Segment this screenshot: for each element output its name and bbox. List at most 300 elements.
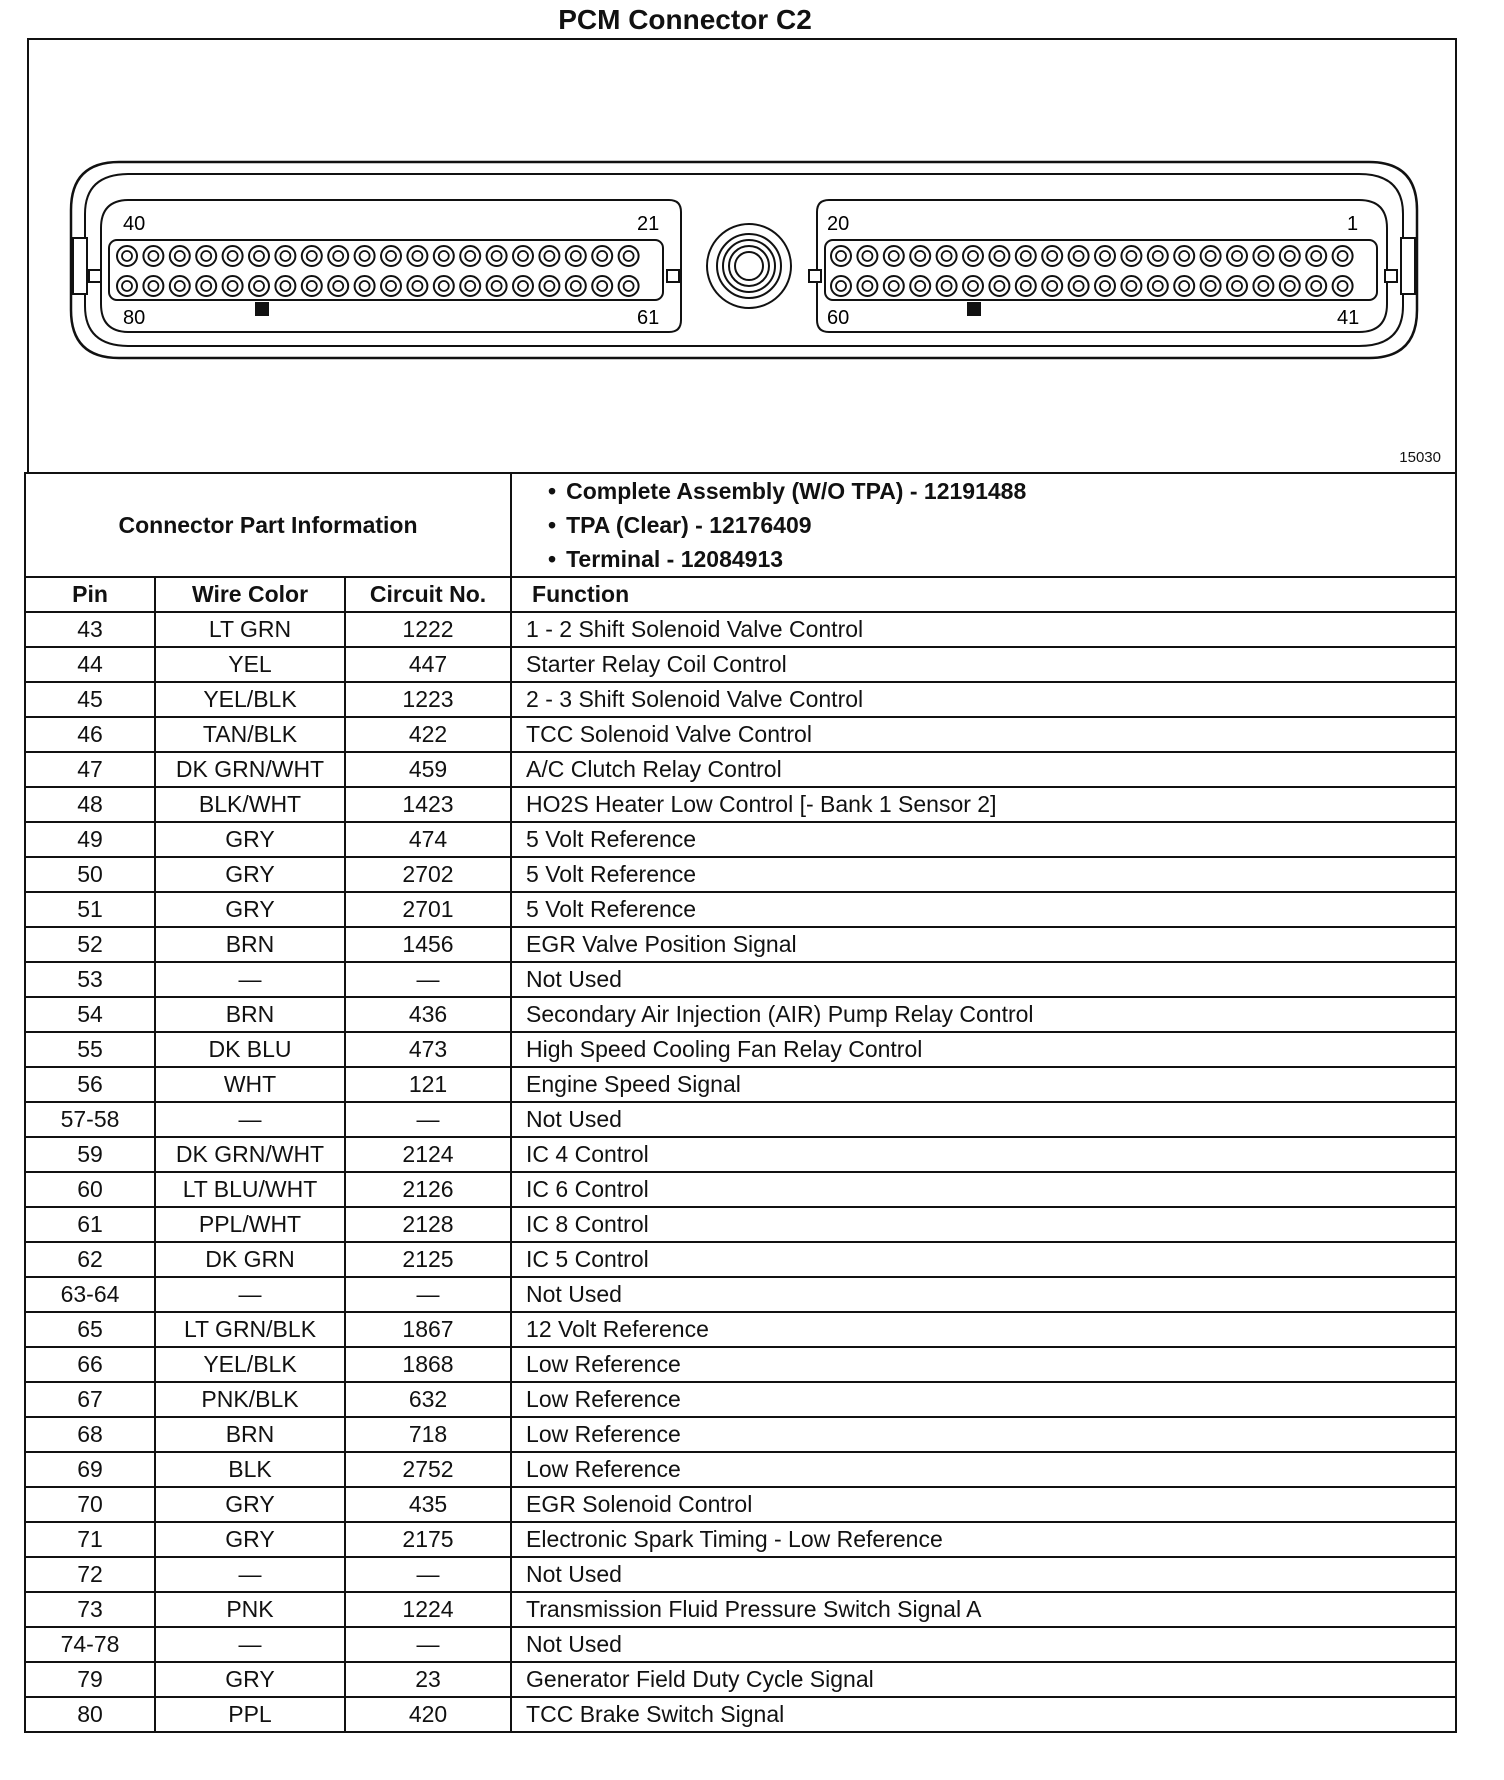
pin-cavity bbox=[1227, 276, 1247, 296]
wire-color-cell: — bbox=[155, 1277, 345, 1312]
function-cell: Engine Speed Signal bbox=[511, 1067, 1456, 1102]
circuit-cell: — bbox=[345, 1627, 511, 1662]
pin-cell: 66 bbox=[25, 1347, 155, 1382]
circuit-cell: 422 bbox=[345, 717, 511, 752]
pin-cavity-core bbox=[175, 251, 185, 261]
function-cell: Not Used bbox=[511, 962, 1456, 997]
pin-cavity-core bbox=[942, 281, 952, 291]
table-row bbox=[25, 1242, 1456, 1277]
function-cell: High Speed Cooling Fan Relay Control bbox=[511, 1032, 1456, 1067]
table-row bbox=[25, 1067, 1456, 1102]
pin-cell: 73 bbox=[25, 1592, 155, 1627]
pin-header: Pin bbox=[25, 577, 155, 612]
pin-cavity-core bbox=[1206, 281, 1216, 291]
pin-cavity bbox=[937, 246, 957, 266]
pin-cavity-core bbox=[1047, 251, 1057, 261]
function-cell: Electronic Spark Timing - Low Reference bbox=[511, 1522, 1456, 1557]
figure-reference: 15030 bbox=[1399, 449, 1441, 466]
function-cell: IC 8 Control bbox=[511, 1207, 1456, 1242]
function-cell: Not Used bbox=[511, 1102, 1456, 1137]
wire-color-cell: YEL/BLK bbox=[155, 1347, 345, 1382]
function-header: Function bbox=[511, 577, 1456, 612]
table-row bbox=[25, 787, 1456, 822]
pin-cavity-core bbox=[280, 281, 290, 291]
pin-cavity-core bbox=[889, 251, 899, 261]
pin-cavity bbox=[1042, 246, 1062, 266]
pin-cavity-core bbox=[571, 251, 581, 261]
pin-cavity bbox=[460, 246, 480, 266]
pin-cavity-core bbox=[862, 281, 872, 291]
circuit-cell: 420 bbox=[345, 1697, 511, 1732]
label-21: 21 bbox=[637, 213, 660, 235]
function-cell: IC 4 Control bbox=[511, 1137, 1456, 1172]
pin-cavity bbox=[117, 246, 137, 266]
pin-cavity bbox=[857, 246, 877, 266]
pin-cavity bbox=[592, 246, 612, 266]
pin-cavity bbox=[487, 246, 507, 266]
table-row bbox=[25, 1172, 1456, 1207]
pin-cell: 47 bbox=[25, 752, 155, 787]
pin-cavity-core bbox=[1285, 281, 1295, 291]
table-row bbox=[25, 717, 1456, 752]
pin-cell: 56 bbox=[25, 1067, 155, 1102]
pin-cavity bbox=[1095, 276, 1115, 296]
part-info-item: • Terminal - 12084913 bbox=[548, 542, 1455, 576]
table-row bbox=[25, 1417, 1456, 1452]
pin-cavity bbox=[619, 246, 639, 266]
function-cell: 2 - 3 Shift Solenoid Valve Control bbox=[511, 682, 1456, 717]
pin-cavity-core bbox=[518, 251, 528, 261]
pin-cell: 49 bbox=[25, 822, 155, 857]
label-41: 41 bbox=[1337, 307, 1360, 329]
pin-cell: 45 bbox=[25, 682, 155, 717]
pin-cavity bbox=[223, 246, 243, 266]
pin-cell: 63-64 bbox=[25, 1277, 155, 1312]
pin-cavity-core bbox=[333, 251, 343, 261]
pin-cavity bbox=[1069, 246, 1089, 266]
pin-cavity-core bbox=[360, 251, 370, 261]
function-cell: TCC Solenoid Valve Control bbox=[511, 717, 1456, 752]
circuit-cell: 718 bbox=[345, 1417, 511, 1452]
table-row bbox=[25, 1137, 1456, 1172]
pin-cavity-core bbox=[201, 281, 211, 291]
pin-cavity bbox=[884, 246, 904, 266]
function-cell: Transmission Fluid Pressure Switch Signal A bbox=[511, 1592, 1456, 1627]
circuit-cell: 1222 bbox=[345, 612, 511, 647]
pin-cell: 62 bbox=[25, 1242, 155, 1277]
function-cell: Not Used bbox=[511, 1627, 1456, 1662]
pin-cell: 53 bbox=[25, 962, 155, 997]
pin-cavity-core bbox=[1179, 281, 1189, 291]
pin-cavity bbox=[117, 276, 137, 296]
wire-color-cell: TAN/BLK bbox=[155, 717, 345, 752]
function-cell: IC 5 Control bbox=[511, 1242, 1456, 1277]
table-row bbox=[25, 682, 1456, 717]
pin-cavity bbox=[328, 276, 348, 296]
table-row bbox=[25, 997, 1456, 1032]
function-cell: 5 Volt Reference bbox=[511, 822, 1456, 857]
pin-cavity bbox=[963, 276, 983, 296]
pin-cavity-core bbox=[915, 251, 925, 261]
pin-cell: 72 bbox=[25, 1557, 155, 1592]
wire-color-cell: LT GRN/BLK bbox=[155, 1312, 345, 1347]
pin-cavity-core bbox=[148, 251, 158, 261]
function-cell: TCC Brake Switch Signal bbox=[511, 1697, 1456, 1732]
pin-cavity bbox=[196, 246, 216, 266]
pin-cavity-core bbox=[1153, 281, 1163, 291]
wire-color-cell: WHT bbox=[155, 1067, 345, 1102]
function-cell: HO2S Heater Low Control [- Bank 1 Sensor 2] bbox=[511, 787, 1456, 822]
pin-cavity-core bbox=[228, 251, 238, 261]
pin-cavity-core bbox=[439, 251, 449, 261]
pin-cavity-core bbox=[942, 251, 952, 261]
pin-cavity bbox=[1306, 246, 1326, 266]
pin-cavity bbox=[355, 276, 375, 296]
pin-cavity-core bbox=[307, 281, 317, 291]
table-row bbox=[25, 962, 1456, 997]
pin-cavity bbox=[170, 246, 190, 266]
header-row bbox=[25, 577, 1456, 612]
pin-cell: 57-58 bbox=[25, 1102, 155, 1137]
function-cell: 12 Volt Reference bbox=[511, 1312, 1456, 1347]
circuit-cell: 1223 bbox=[345, 682, 511, 717]
wire-color-cell: PPL/WHT bbox=[155, 1207, 345, 1242]
pin-cavity-core bbox=[1074, 281, 1084, 291]
pin-cavity-core bbox=[1153, 251, 1163, 261]
circuit-header: Circuit No. bbox=[345, 577, 511, 612]
pin-cavity-core bbox=[1232, 251, 1242, 261]
wire-color-header: Wire Color bbox=[155, 577, 345, 612]
pin-cell: 80 bbox=[25, 1697, 155, 1732]
pin-cavity bbox=[1253, 276, 1273, 296]
circuit-cell: 1423 bbox=[345, 787, 511, 822]
pin-cavity-core bbox=[465, 281, 475, 291]
function-cell: 1 - 2 Shift Solenoid Valve Control bbox=[511, 612, 1456, 647]
pin-cavity-core bbox=[333, 281, 343, 291]
table-row bbox=[25, 1452, 1456, 1487]
circuit-cell: 2702 bbox=[345, 857, 511, 892]
pin-cavity bbox=[566, 276, 586, 296]
pin-cavity-core bbox=[1258, 251, 1268, 261]
wire-color-cell: — bbox=[155, 1102, 345, 1137]
table-row bbox=[25, 892, 1456, 927]
pin-cavity bbox=[434, 276, 454, 296]
pin-cavity-core bbox=[307, 251, 317, 261]
wire-color-cell: PNK/BLK bbox=[155, 1382, 345, 1417]
pin-cell: 65 bbox=[25, 1312, 155, 1347]
pin-cavity bbox=[513, 246, 533, 266]
pin-cell: 54 bbox=[25, 997, 155, 1032]
pin-cavity bbox=[831, 276, 851, 296]
circuit-cell: 1868 bbox=[345, 1347, 511, 1382]
pin-cavity bbox=[1201, 246, 1221, 266]
pin-cavity-core bbox=[994, 281, 1004, 291]
pin-cavity-core bbox=[412, 251, 422, 261]
pin-cavity-core bbox=[968, 281, 978, 291]
pin-cavity bbox=[1148, 276, 1168, 296]
table-row bbox=[25, 927, 1456, 962]
pin-cell: 59 bbox=[25, 1137, 155, 1172]
pinout-table bbox=[24, 472, 1457, 1733]
pin-cavity bbox=[381, 276, 401, 296]
wire-color-cell: PNK bbox=[155, 1592, 345, 1627]
pin-cavity bbox=[1174, 246, 1194, 266]
pin-cavity bbox=[513, 276, 533, 296]
pin-cavity-core bbox=[1311, 281, 1321, 291]
table-row bbox=[25, 1592, 1456, 1627]
pin-cavity bbox=[1253, 246, 1273, 266]
pin-cell: 60 bbox=[25, 1172, 155, 1207]
pin-cavity bbox=[989, 276, 1009, 296]
pin-cavity-core bbox=[1126, 281, 1136, 291]
pin-cavity-core bbox=[862, 251, 872, 261]
pin-cavity-core bbox=[624, 281, 634, 291]
wire-color-cell: — bbox=[155, 1627, 345, 1662]
wire-color-cell: PPL bbox=[155, 1697, 345, 1732]
pin-cavity-core bbox=[254, 281, 264, 291]
wire-color-cell: GRY bbox=[155, 857, 345, 892]
pin-cavity-core bbox=[994, 251, 1004, 261]
pin-cavity-core bbox=[1100, 281, 1110, 291]
pin-cavity bbox=[223, 276, 243, 296]
table-row bbox=[25, 857, 1456, 892]
table-row bbox=[25, 1277, 1456, 1312]
pin-cavity bbox=[460, 276, 480, 296]
pin-cavity bbox=[196, 276, 216, 296]
circuit-cell: 2125 bbox=[345, 1242, 511, 1277]
connector-diagram-frame bbox=[27, 38, 1457, 472]
circuit-cell: 2124 bbox=[345, 1137, 511, 1172]
function-cell: IC 6 Control bbox=[511, 1172, 1456, 1207]
pin-cavity bbox=[963, 246, 983, 266]
wire-color-cell: DK GRN/WHT bbox=[155, 752, 345, 787]
wire-color-cell: YEL bbox=[155, 647, 345, 682]
pin-cavity-core bbox=[412, 281, 422, 291]
pin-cavity bbox=[1333, 246, 1353, 266]
pin-cavity bbox=[831, 246, 851, 266]
pin-cavity bbox=[857, 276, 877, 296]
pin-cavity bbox=[249, 246, 269, 266]
pin-cavity-core bbox=[571, 281, 581, 291]
wire-color-cell: — bbox=[155, 1557, 345, 1592]
pin-cavity bbox=[592, 276, 612, 296]
table-row bbox=[25, 1102, 1456, 1137]
pin-cavity bbox=[1042, 276, 1062, 296]
pin-cavity-core bbox=[280, 251, 290, 261]
pin-cavity-core bbox=[122, 281, 132, 291]
circuit-cell: 1867 bbox=[345, 1312, 511, 1347]
pin-cavity bbox=[434, 246, 454, 266]
pin-cavity bbox=[619, 276, 639, 296]
pin-cavity bbox=[1174, 276, 1194, 296]
wire-color-cell: BRN bbox=[155, 927, 345, 962]
circuit-cell: — bbox=[345, 1277, 511, 1312]
function-cell: EGR Valve Position Signal bbox=[511, 927, 1456, 962]
wire-color-cell: BLK/WHT bbox=[155, 787, 345, 822]
table-row bbox=[25, 1312, 1456, 1347]
pin-cavity-core bbox=[1179, 251, 1189, 261]
wire-color-cell: GRY bbox=[155, 1662, 345, 1697]
function-cell: Starter Relay Coil Control bbox=[511, 647, 1456, 682]
table-row bbox=[25, 752, 1456, 787]
part-info-item: • Complete Assembly (W/O TPA) - 12191488 bbox=[548, 474, 1455, 508]
part-info-row bbox=[25, 473, 1456, 577]
pin-cavity-core bbox=[889, 281, 899, 291]
wire-color-cell: BRN bbox=[155, 997, 345, 1032]
wire-color-cell: GRY bbox=[155, 1487, 345, 1522]
pin-cavity-core bbox=[1100, 251, 1110, 261]
pin-cavity bbox=[937, 276, 957, 296]
pin-cavity-core bbox=[597, 251, 607, 261]
label-61: 61 bbox=[637, 307, 660, 329]
pin-cavity bbox=[143, 246, 163, 266]
function-cell: Not Used bbox=[511, 1277, 1456, 1312]
label-80: 80 bbox=[123, 307, 146, 329]
part-info-item: • TPA (Clear) - 12176409 bbox=[548, 508, 1455, 542]
pin-cavity-core bbox=[201, 251, 211, 261]
pin-cavity-core bbox=[439, 281, 449, 291]
pin-cavity bbox=[884, 276, 904, 296]
pin-cavity bbox=[1333, 276, 1353, 296]
pin-cavity-core bbox=[544, 281, 554, 291]
pin-cell: 74-78 bbox=[25, 1627, 155, 1662]
wire-color-cell: LT BLU/WHT bbox=[155, 1172, 345, 1207]
circuit-cell: 436 bbox=[345, 997, 511, 1032]
pin-cavity bbox=[1121, 276, 1141, 296]
pin-cavity-core bbox=[1258, 281, 1268, 291]
circuit-cell: 121 bbox=[345, 1067, 511, 1102]
circuit-cell: 474 bbox=[345, 822, 511, 857]
function-cell: 5 Volt Reference bbox=[511, 892, 1456, 927]
label-40: 40 bbox=[123, 213, 146, 235]
circuit-cell: 1224 bbox=[345, 1592, 511, 1627]
pin-cell: 61 bbox=[25, 1207, 155, 1242]
pin-cavity bbox=[1280, 246, 1300, 266]
pin-cell: 44 bbox=[25, 647, 155, 682]
circuit-cell: 23 bbox=[345, 1662, 511, 1697]
function-cell: Secondary Air Injection (AIR) Pump Relay Control bbox=[511, 997, 1456, 1032]
pin-cavity-core bbox=[544, 251, 554, 261]
pin-cavity bbox=[989, 246, 1009, 266]
pin-cavity bbox=[1148, 246, 1168, 266]
wire-color-cell: DK BLU bbox=[155, 1032, 345, 1067]
pin-cavity bbox=[407, 246, 427, 266]
function-cell: A/C Clutch Relay Control bbox=[511, 752, 1456, 787]
table-row bbox=[25, 647, 1456, 682]
label-1: 1 bbox=[1347, 213, 1359, 235]
pin-cavity bbox=[910, 246, 930, 266]
pin-cavity bbox=[407, 276, 427, 296]
pin-cavity-core bbox=[360, 281, 370, 291]
pin-cavity bbox=[302, 276, 322, 296]
pin-cavity bbox=[910, 276, 930, 296]
table-row bbox=[25, 822, 1456, 857]
pin-cavity-core bbox=[915, 281, 925, 291]
pin-cavity bbox=[170, 276, 190, 296]
circuit-cell: 2752 bbox=[345, 1452, 511, 1487]
circuit-cell: 2128 bbox=[345, 1207, 511, 1242]
pin-cell: 46 bbox=[25, 717, 155, 752]
pin-cell: 79 bbox=[25, 1662, 155, 1697]
wire-color-cell: LT GRN bbox=[155, 612, 345, 647]
pin-cavity-core bbox=[465, 251, 475, 261]
wire-color-cell: GRY bbox=[155, 892, 345, 927]
pin-cavity bbox=[566, 246, 586, 266]
pin-cavity-core bbox=[386, 251, 396, 261]
connector-diagram bbox=[29, 40, 1459, 474]
table-row bbox=[25, 1382, 1456, 1417]
pin-cavity bbox=[275, 276, 295, 296]
pin-cavity-core bbox=[968, 251, 978, 261]
table-row bbox=[25, 1207, 1456, 1242]
pin-cavity-core bbox=[1126, 251, 1136, 261]
pin-cavity bbox=[1201, 276, 1221, 296]
pin-cavity-core bbox=[597, 281, 607, 291]
pin-cavity-core bbox=[492, 251, 502, 261]
pin-cavity bbox=[143, 276, 163, 296]
function-cell: Low Reference bbox=[511, 1417, 1456, 1452]
pin-cell: 50 bbox=[25, 857, 155, 892]
pin-cavity bbox=[302, 246, 322, 266]
circuit-cell: 459 bbox=[345, 752, 511, 787]
circuit-cell: 2701 bbox=[345, 892, 511, 927]
pin-cavity bbox=[1121, 246, 1141, 266]
pin-cell: 51 bbox=[25, 892, 155, 927]
function-cell: Not Used bbox=[511, 1557, 1456, 1592]
pin-cavity-core bbox=[1311, 251, 1321, 261]
pin-cavity bbox=[1016, 246, 1036, 266]
pin-cavity bbox=[1306, 276, 1326, 296]
circuit-cell: — bbox=[345, 962, 511, 997]
circuit-cell: 632 bbox=[345, 1382, 511, 1417]
wire-color-cell: YEL/BLK bbox=[155, 682, 345, 717]
wire-color-cell: BRN bbox=[155, 1417, 345, 1452]
pin-cell: 55 bbox=[25, 1032, 155, 1067]
pin-cell: 71 bbox=[25, 1522, 155, 1557]
pin-cavity-core bbox=[122, 251, 132, 261]
pin-cell: 43 bbox=[25, 612, 155, 647]
pin-cell: 48 bbox=[25, 787, 155, 822]
pin-cavity-core bbox=[1285, 251, 1295, 261]
page-title: PCM Connector C2 bbox=[558, 4, 812, 35]
pin-cavity-core bbox=[1338, 251, 1348, 261]
pin-cell: 52 bbox=[25, 927, 155, 962]
pin-cell: 68 bbox=[25, 1417, 155, 1452]
pin-cavity-core bbox=[386, 281, 396, 291]
pin-cavity-core bbox=[492, 281, 502, 291]
pin-cavity-core bbox=[624, 251, 634, 261]
pin-cavity bbox=[328, 246, 348, 266]
circuit-cell: 435 bbox=[345, 1487, 511, 1522]
pin-cavity-core bbox=[148, 281, 158, 291]
pin-cavity-core bbox=[175, 281, 185, 291]
table-row bbox=[25, 1557, 1456, 1592]
label-20: 20 bbox=[827, 213, 850, 235]
part-info-list bbox=[511, 473, 1456, 577]
function-cell: Low Reference bbox=[511, 1382, 1456, 1417]
pin-cavity-core bbox=[1338, 281, 1348, 291]
pin-cavity bbox=[487, 276, 507, 296]
pin-cavity bbox=[381, 246, 401, 266]
function-cell: Low Reference bbox=[511, 1452, 1456, 1487]
wire-color-cell: DK GRN bbox=[155, 1242, 345, 1277]
pin-cavity-core bbox=[1206, 251, 1216, 261]
pin-cavity bbox=[1069, 276, 1089, 296]
pin-cavity-core bbox=[1021, 281, 1031, 291]
pin-cavity-core bbox=[836, 281, 846, 291]
circuit-cell: 1456 bbox=[345, 927, 511, 962]
pin-cavity-core bbox=[228, 281, 238, 291]
